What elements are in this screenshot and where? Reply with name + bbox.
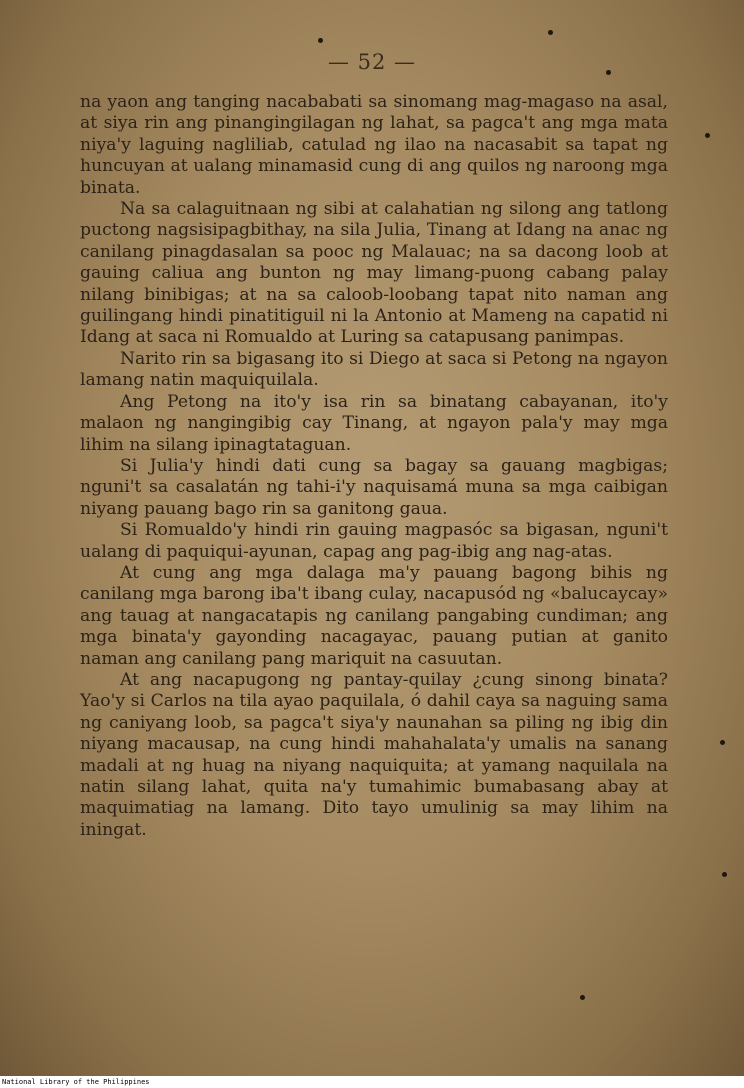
ink-speck bbox=[580, 995, 585, 1000]
paragraph: Narito rin sa bigasang ito si Diego at saca si Petong na ngayon lamang natin maquiquilala. bbox=[80, 348, 668, 391]
ink-speck bbox=[705, 133, 710, 138]
page-number: — 52 — bbox=[327, 50, 417, 74]
ink-speck bbox=[318, 38, 323, 43]
ink-speck bbox=[720, 740, 725, 745]
ink-speck bbox=[722, 872, 727, 877]
paragraph: Si Romualdo'y hindi rin gauing magpasóc sa bigasan, nguni't ualang di paquiqui-ayunan, capag ang pag-ibig ang nag-atas. bbox=[80, 520, 668, 562]
paragraph: Si Julia'y hindi dati cung sa bagay sa gauang magbigas; nguni't sa casalatán ng tahi-i'y naquisamá muna sa mga caibigan niyang pauang bago rin sa ganitong gaua. bbox=[80, 455, 668, 519]
paragraph: Na sa calaguitnaan ng sibi at calahatian ng silong ang tatlong puctong nagsisipagbithay, na sila Julia, Tinang at Idang na anac ng canilang pinagdasalan sa pooc ng Malauac; na sa dacong loob at gauing caliua ang bunton ng may limang-puong cabang palay nilang binibigas; at na sa caloob-loobang tapat nito naman ang guilingang hindi pinatitiguil ni la Antonio at Mameng na capatid ni Idang at saca ni Romualdo at Luring sa catapusang panimpas. bbox=[80, 199, 668, 348]
ink-speck bbox=[548, 30, 553, 35]
paragraph: At ang nacapugong ng pantay-quilay ¿cung sinong binata? Yao'y si Carlos na tila ayao paquilala, ó dahil caya sa naguing sama ng caniyang loob, sa pagca't siya'y naunahan sa piling ng ibig din niyang macausap, na cung hindi mahahalata'y umalis na sanang madali at ng huag na niyang naquiquita; at yamang naquilala na natin silang lahat, quita na'y tumahimic bumabasang abay at maquimatiag na lamang. Dito tayo umulinig sa may lihim na iningat. bbox=[80, 669, 668, 840]
body-text bbox=[80, 92, 668, 841]
library-watermark: National Library of the Philippines bbox=[0, 1076, 744, 1088]
paragraph: At cung ang mga dalaga ma'y pauang bagong bihis ng canilang mga barong iba't ibang culay, nacapusód ng «balucaycay» ang tauag at nangacatapis ng canilang pangabing cundiman; ang mga binata'y gayonding nacagayac, pauang putian at ganito naman ang canilang pang mariquit na casuutan. bbox=[80, 562, 668, 669]
paragraph: na yaon ang tanging nacababati sa sinomang mag-magaso na asal, at siya rin ang pinangingilagan ng lahat, sa pagca't ang mga mata niya'y laguing nagliliab, catulad ng ilao na nacasabit sa tapat ng huncuyan at ualang minamasid cung di ang quilos ng naroong mga binata. bbox=[80, 92, 668, 198]
paragraph: Ang Petong na ito'y isa rin sa binatang cabayanan, ito'y malaon ng nangingibig cay Tinang, at ngayon pala'y may mga lihim na silang ipinagtataguan. bbox=[80, 391, 668, 455]
